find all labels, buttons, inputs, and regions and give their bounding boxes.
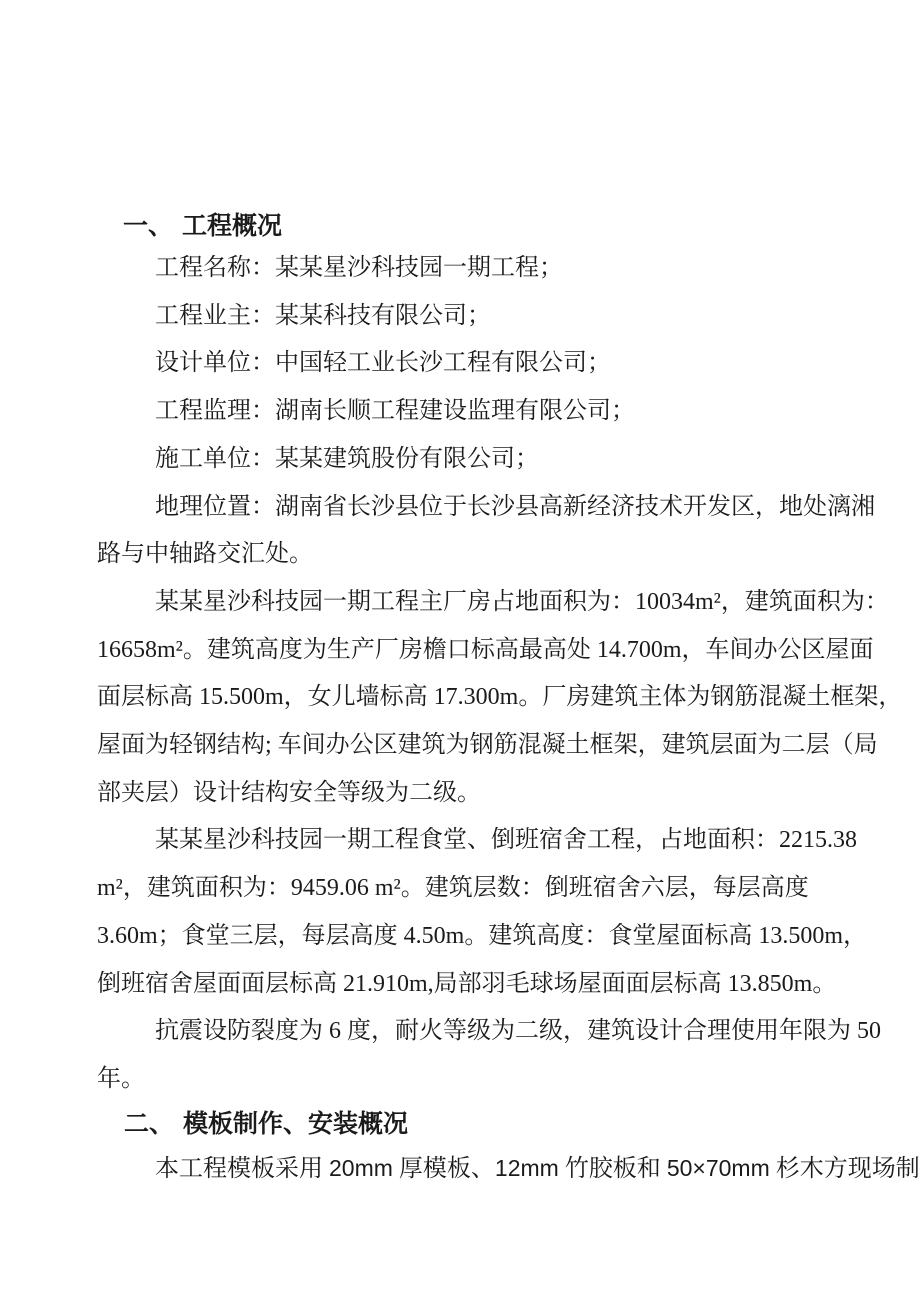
text-line: 某某星沙科技园一期工程食堂、倒班宿舍工程，占地面积：2215.38 [155,827,857,854]
text-line: m²，建筑面积为：9459.06 m²。建筑层数：倒班宿舍六层，每层高度 [97,875,809,902]
text-line: 抗震设防裂度为 6 度，耐火等级为二级，建筑设计合理使用年限为 50 [155,1018,881,1045]
text-line: 工程监理：湖南长顺工程建设监理有限公司； [155,398,635,425]
text-line [97,1145,920,1194]
text-line: 某某星沙科技园一期工程主厂房占地面积为：10034m²，建筑面积为： [155,588,889,615]
text-line: 屋面为轻钢结构; 车间办公区建筑为钢筋混凝土框架，建筑层面为二层（局 [97,732,878,759]
text-line: 面层标高 15.500m，女儿墙标高 17.300m。厂房建筑主体为钢筋混凝土框架， [97,684,903,711]
text-line: 倒班宿舍屋面面层标高 21.910m,局部羽毛球场屋面面层标高 13.850m。 [97,970,837,997]
text-run: 50×70mm [666,1154,770,1181]
section-heading-2 [97,1104,820,1145]
section-2-number: 二、 [124,1110,175,1138]
text-line: 路与中轴路交汇处。 [97,541,313,568]
section-2-title: 模板制作、安装概况 [183,1110,409,1138]
text-line: 部夹层）设计结构安全等级为二级。 [97,779,481,806]
text-line: 工程业主：某某科技有限公司； [155,302,491,329]
text-run: 杉木方现场制 [769,1155,920,1182]
text-run: 本工程模板采用 [155,1155,329,1182]
text-run: 20mm [329,1154,393,1181]
text-run: 竹胶板和 [558,1155,667,1182]
text-run: 12mm [494,1154,559,1181]
text-line: 工程名称：某某星沙科技园一期工程； [155,255,563,281]
text-line: 地理位置：湖南省长沙县位于长沙县高新经济技术开发区，地处漓湘 [155,493,875,520]
text-line: 施工单位：某某建筑股份有限公司； [155,445,539,472]
section-heading-1 [97,208,820,245]
text-line: 设计单位：中国轻工业长沙工程有限公司； [155,350,611,377]
text-line: 3.60m；食堂三层，每层高度 4.50m。建筑高度：食堂屋面标高 13.500m， [97,922,868,949]
text-line: 年。 [97,1065,145,1092]
section-1-number: 一、 [123,213,174,240]
text-run: 厚模板、 [392,1155,495,1182]
section-1-title: 工程概况 [182,213,283,240]
text-line: 16658m²。建筑高度为生产厂房檐口标高最高处 14.700m，车间办公区屋面 [97,636,874,663]
